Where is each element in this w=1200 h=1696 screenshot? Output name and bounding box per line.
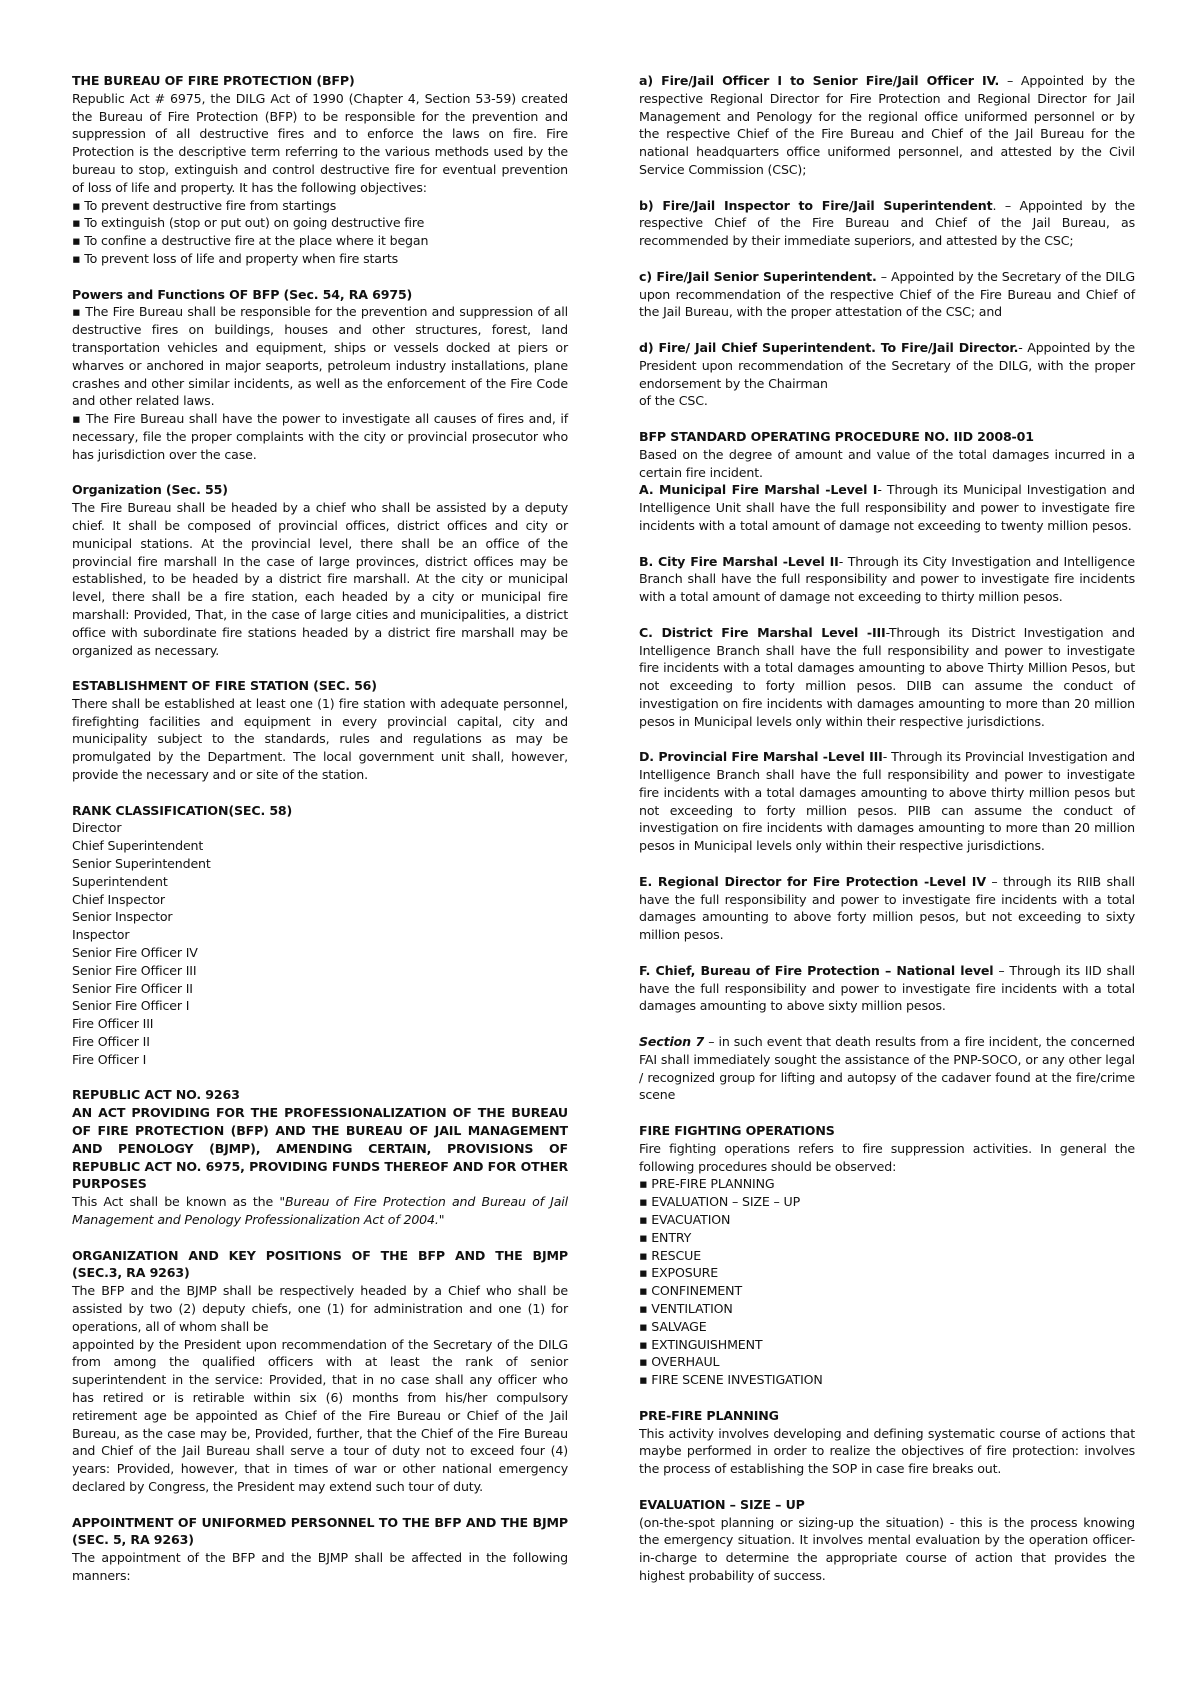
paragraph (639, 339, 1135, 392)
appointment-text: – Appointed by the respective Regional Director for Fire Protection and Regional Director for Jail Management and Penology for the regional office uniformed personnel or by the respective Chief of the Fire Bureau and Chief of the Jail Bureau for the national headquarters office uniformed personnel, and attested by the Civil Service Commission (CSC); (639, 73, 1135, 177)
sop-level-f (639, 962, 1135, 1015)
level-text: – through its RIIB shall have the full responsibility and power to investigate fire incidents with a total damages amounting to above forty million pesos, but not exceeding to sixty million pesos. (639, 873, 1135, 943)
list-item: ▪ To prevent loss of life and property when fire starts (72, 250, 568, 268)
list-item: ▪ FIRE SCENE INVESTIGATION (639, 1371, 1135, 1389)
section7-label: Section 7 (639, 1034, 705, 1050)
section-organization (72, 481, 568, 659)
section-heading: APPOINTMENT OF UNIFORMED PERSONNEL TO THE BFP AND THE BJMP (SEC. 5, RA 9263) (72, 1514, 568, 1548)
paragraph (639, 873, 1135, 944)
paragraph: The Fire Bureau shall be headed by a chief who shall be assisted by a deputy chief. It shall be composed of provincial offices, district offices and city or municipal stations. At the provincial level, there shall be an office of the provincial fire marshall In the case of large provinces, district offices may be established, to be headed by a district fire marshall. At the city or municipal level, there shall be a fire station, each headed by a city or municipal fire marshall: Provided, That, in the case of large cities and municipalities, a district office with subordinate fire stations headed by a district fire marshall may be organized as necessary. (72, 500, 568, 658)
rank-item: Director (72, 820, 122, 836)
paragraph (72, 1193, 568, 1229)
section-bfp (72, 72, 568, 268)
list-item: ▪ EVALUATION – SIZE – UP (639, 1193, 1135, 1211)
section-heading: RANK CLASSIFICATION(SEC. 58) (72, 802, 293, 818)
appointment-text: . – Appointed by the respective Chief of the Fire Bureau and Chief of the Jail Bureau, as recommended by their immediate superiors, and attested by the CSC; (639, 197, 1135, 249)
sop-level-c (639, 624, 1135, 731)
rank-item: Senior Fire Officer III (72, 962, 197, 978)
appointment-c (639, 268, 1135, 321)
section-key-positions (72, 1247, 568, 1496)
sop-level-e (639, 873, 1135, 944)
level-label: B. City Fire Marshal -Level II (639, 553, 839, 569)
paragraph (639, 553, 1135, 606)
paragraph: The appointment of the BFP and the BJMP shall be affected in the following manners: (72, 1550, 568, 1583)
objectives-list (72, 197, 568, 268)
level-text: - Through its Municipal Investigation and Intelligence Unit shall have the full responsibility and power to investigate fire incidents with a total amount of damage not exceeding to twenty million pesos. (639, 482, 1135, 533)
paragraph: Fire fighting operations refers to fire suppression activities. In general the following procedures should be observed: (639, 1140, 1135, 1174)
section-heading: EVALUATION – SIZE – UP (639, 1496, 805, 1512)
list-item: ▪ SALVAGE (639, 1318, 1135, 1336)
list-item: ▪ EXTINGUISHMENT (639, 1336, 1135, 1354)
paragraph: (on-the-spot planning or sizing-up the situation) - this is the process knowing the emergency situation. It involves mental evaluation by the operation officer-in-charge to determine the appropriate course of action that provides the highest probability of success. (639, 1514, 1135, 1583)
appointment-label: b) Fire/Jail Inspector to Fire/Jail Superintendent (639, 197, 993, 213)
level-text: – Through its IID shall have the full responsibility and power to investigate fire incidents with a total damages amounting to above sixty million pesos. (639, 962, 1136, 1014)
rank-item: Senior Fire Officer IV (72, 945, 198, 961)
paragraph (639, 748, 1135, 855)
paragraph (639, 1033, 1135, 1104)
paragraph: This activity involves developing and defining systematic course of actions that maybe performed in order to realize the objectives of fire protection: involves the process of establishing the SOP in case fire breaks out. (639, 1425, 1135, 1477)
left-column (72, 72, 568, 1603)
rank-item: Chief Inspector (72, 891, 165, 907)
list-item: ▪ OVERHAUL (639, 1353, 1135, 1371)
rank-item: Senior Superintendent (72, 856, 211, 872)
paragraph: appointed by the President upon recommendation of the Secretary of the DILG from among the qualified officers with at least the rank of senior superintendent in the service: Provided, that in no case shall any officer who has retired or is retirable within six (6) months from his/her compulsory retirement age be appointed as Chief of the Fire Bureau or Chief of the Jail Bureau, as the case may be, Provided, further, that the Chief of the Fire Bureau and Chief of the Jail Bureau shall serve a tour of duty not to exceed four (4) years: Provided, however, that in times of war or other national emergency declared by Congress, the President may extend such tour of duty. (72, 1336, 568, 1494)
list-item: ▪ EXPOSURE (639, 1264, 1135, 1282)
rank-item: Senior Fire Officer II (72, 980, 193, 996)
list-item: ▪ CONFINEMENT (639, 1282, 1135, 1300)
appointment-label: a) Fire/Jail Officer I to Senior Fire/Jail Officer IV. (639, 73, 1000, 88)
appointment-b (639, 197, 1135, 250)
section-fire-station (72, 677, 568, 784)
paragraph (639, 197, 1135, 250)
paragraph (639, 268, 1135, 321)
rank-item: Superintendent (72, 873, 168, 889)
section-ra9263 (72, 1086, 568, 1228)
paragraph: There shall be established at least one (1) fire station with adequate personnel, firefighting facilities and equipment in every provincial capital, city and municipality subject to the standards, rules and regulations as may be promulgated by the Department. The local government unit shall, however, provide the necessary and or site of the station. (72, 695, 568, 783)
appointment-a (639, 72, 1135, 179)
section-heading: PRE-FIRE PLANNING (639, 1407, 779, 1423)
appointment-label: c) Fire/Jail Senior Superintendent. (639, 268, 877, 284)
rank-item: Senior Inspector (72, 909, 173, 925)
list-item: ▪ To confine a destructive fire at the place where it began (72, 232, 568, 250)
rank-item: Senior Fire Officer I (72, 998, 190, 1014)
level-label: A. Municipal Fire Marshal -Level I (639, 482, 878, 498)
section-heading: ESTABLISHMENT OF FIRE STATION (SEC. 56) (72, 678, 377, 694)
list-item: ▪ The Fire Bureau shall be responsible for the prevention and suppression of all destructive fires on buildings, houses and other structures, forest, land transportation vehicles and equipment, ships or vessels docked at piers or wharves or anchored in major seaports, petroleum industry installations, plane crashes and other similar incidents, as well as the enforcement of the Fire Code and other related laws. (72, 303, 568, 410)
appointment-text: - Appointed by the President upon recommendation of the Secretary of the DILG, with the proper endorsement by the Chairman (639, 339, 1135, 391)
section-heading: THE BUREAU OF FIRE PROTECTION (BFP) (72, 73, 355, 88)
section-heading: ORGANIZATION AND KEY POSITIONS OF THE BFP AND THE BJMP (SEC.3, RA 9263) (72, 1247, 568, 1281)
section7-text: – in such event that death results from a fire incident, the concerned FAI shall immediately sought the assistance of the PNP-SOCO, or any other legal / recognized group for lifting and autopsy of the cadaver found at the fire/crime scene (639, 1034, 1135, 1103)
section-appointment (72, 1514, 568, 1585)
list-item: ▪ PRE-FIRE PLANNING (639, 1175, 1135, 1193)
paragraph: Republic Act # 6975, the DILG Act of 1990 (Chapter 4, Section 53-59) created the Bureau of Fire Protection (BFP) to be responsible for the prevention and suppression of all destructive fires and to enforce the laws on fire. Fire Protection is the descriptive term referring to the various methods used by the bureau to stop, extinguish and control destructive fire for eventual prevention of loss of life and property. It has the following objectives: (72, 90, 568, 195)
paragraph: The BFP and the BJMP shall be respectively headed by a Chief who shall be assisted by two (2) deputy chiefs, one (1) for administration and one (1) for operations, all of whom shall be (72, 1283, 568, 1334)
sop-level-b (639, 553, 1135, 606)
appointment-extra: of the CSC. (639, 393, 708, 409)
sop-level-d (639, 748, 1135, 855)
list-item: ▪ RESCUE (639, 1247, 1135, 1265)
act-title: AN ACT PROVIDING FOR THE PROFESSIONALIZATION OF THE BUREAU OF FIRE PROTECTION (BFP) AND THE BUREAU OF JAIL MANAGEMENT AND PENOLOGY (BJMP), AMENDING CERTAIN, PROVISIONS OF REPUBLIC ACT NO. 6975, PROVIDING FUNDS THEREOF AND FOR OTHER PURPOSES (72, 1105, 568, 1192)
paragraph (639, 481, 1135, 534)
list-item: ▪ EVACUATION (639, 1211, 1135, 1229)
appointment-label: d) Fire/ Jail Chief Superintendent. To Fire/Jail Director. (639, 339, 1019, 355)
list-item: ▪ The Fire Bureau shall have the power to investigate all causes of fires and, if necessary, file the proper complaints with the city or provincial prosecutor who has jurisdiction over the case. (72, 410, 568, 463)
section-operations (639, 1122, 1135, 1389)
rank-item: Fire Officer I (72, 1051, 147, 1067)
paragraph (639, 962, 1135, 1015)
level-text: -Through its District Investigation and Intelligence Branch shall have the full responsibility and power to investigate fire incidents with a total damages amounting to above Thirty Million Pesos, but not exceeding to forty million pesos. DIIB can assume the conduct of investigation on fire incidents with damages amounting to more than 20 million pesos in Municipal levels only within their respective jurisdictions. (639, 624, 1135, 729)
paragraph: Based on the degree of amount and value of the total damages incurred in a certain fire incident. (639, 446, 1135, 480)
paragraph (639, 72, 1135, 179)
act-short-title: "Bureau of Fire Protection and Bureau of Jail Management and Penology Professionalization Act of 2004." (72, 1194, 569, 1227)
list-item: ▪ To extinguish (stop or put out) on going destructive fire (72, 214, 568, 232)
section-evaluation (639, 1496, 1135, 1585)
list-item: ▪ To prevent destructive fire from startings (72, 197, 568, 215)
appointment-d (639, 339, 1135, 410)
rank-item: Inspector (72, 927, 130, 943)
rank-item: Chief Superintendent (72, 838, 204, 854)
level-text: - Through its Provincial Investigation and Intelligence Branch shall have the full responsibility and power to investigate fire incidents with a total damages amounting to above thirty million pesos but not exceeding to forty million pesos. PIIB can assume the conduct of investigation on fire incidents with damages amounting to more than 20 million pesos in Municipal levels only within their respective jurisdictions. (639, 749, 1135, 854)
right-column (639, 72, 1135, 1603)
section-heading: Organization (Sec. 55) (72, 482, 228, 498)
act-text: This Act shall be known as the (72, 1194, 280, 1210)
sop-section-7 (639, 1033, 1135, 1104)
rank-item: Fire Officer II (72, 1034, 150, 1050)
paragraph (639, 624, 1135, 731)
level-label: D. Provincial Fire Marshal -Level III (639, 749, 883, 765)
section-powers (72, 286, 568, 464)
level-label: C. District Fire Marshal Level -III (639, 624, 886, 640)
section-sop (639, 428, 1135, 1104)
level-label: F. Chief, Bureau of Fire Protection – National level (639, 962, 994, 978)
section-ranks (72, 802, 568, 1069)
list-item: ▪ ENTRY (639, 1229, 1135, 1247)
list-item: ▪ VENTILATION (639, 1300, 1135, 1318)
section-pre-fire-planning (639, 1407, 1135, 1478)
rank-item: Fire Officer III (72, 1016, 154, 1032)
level-label: E. Regional Director for Fire Protection -Level IV (639, 873, 986, 889)
section-heading: FIRE FIGHTING OPERATIONS (639, 1123, 835, 1139)
sop-level-a (639, 481, 1135, 534)
appointment-text: – Appointed by the Secretary of the DILG upon recommendation of the respective Chief of the Fire Bureau and Chief of the Jail Bureau, with the proper attestation of the CSC; and (639, 268, 1135, 320)
level-text: - Through its City Investigation and Intelligence Branch shall have the full responsibility and power to investigate fire incidents with a total amount of damage not exceeding to thirty million pesos. (639, 553, 1135, 605)
section-heading: BFP STANDARD OPERATING PROCEDURE NO. IID 2008-01 (639, 428, 1034, 444)
section-heading: REPUBLIC ACT NO. 9263 (72, 1087, 240, 1103)
section-heading: Powers and Functions OF BFP (Sec. 54, RA 6975) (72, 286, 413, 302)
